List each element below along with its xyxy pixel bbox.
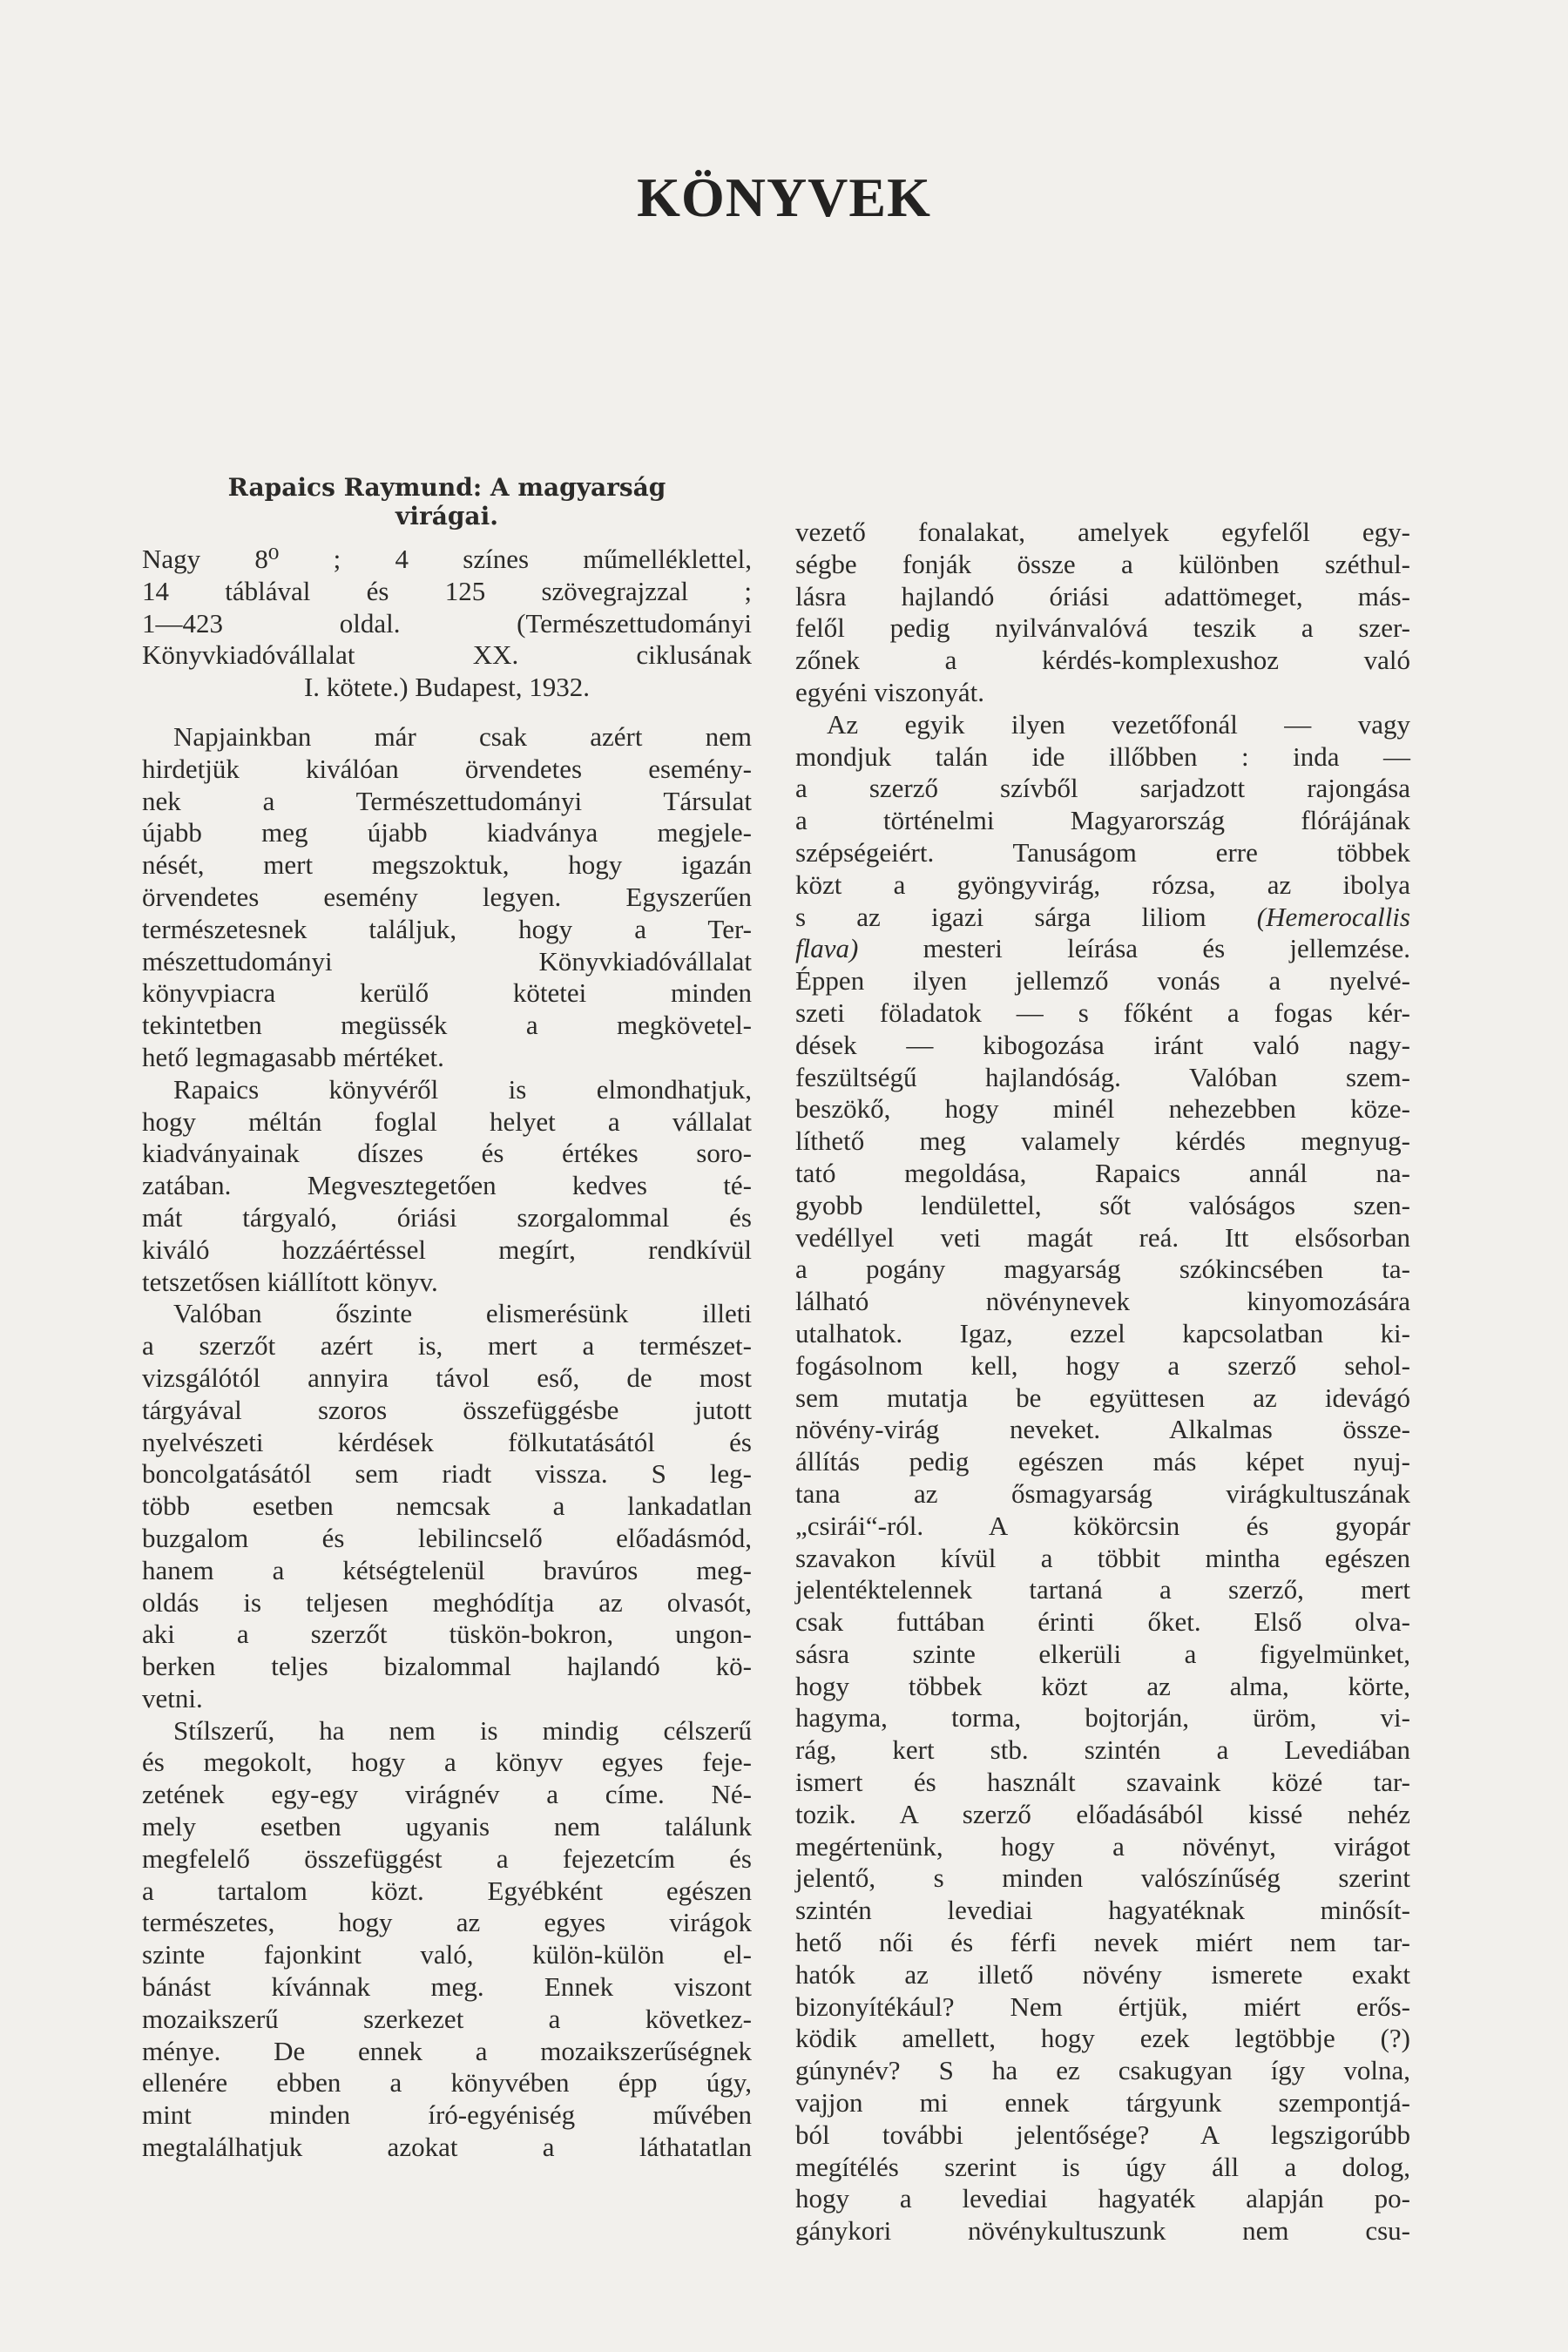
text-line: szinte fajonkint való, külön-külön el- <box>142 1939 752 1970</box>
text-line: több esetben nemcsak a lankadatlan <box>142 1490 752 1522</box>
text-line: beszökő, hogy minél nehezebben köze- <box>795 1093 1410 1125</box>
bibliographic-line: I. kötete.) Budapest, 1932. <box>303 672 590 703</box>
text-line: fogásolnom kell, hogy a szerző sehol- <box>795 1349 1410 1381</box>
text-line: vedéllyel veti magát reá. Itt elsősorban <box>795 1221 1410 1253</box>
text-line: megítélés szerint is úgy áll a dolog, <box>795 2151 1410 2182</box>
text-line: rág, kert stb. szintén a Levediában <box>795 1734 1410 1766</box>
bibliographic-line: 1—423 oldal. (Természettudományi <box>142 607 752 639</box>
text-segment: s az igazi sárga liliom <box>795 901 1257 932</box>
text-line: könyvpiacra kerülő kötetei minden <box>142 977 752 1009</box>
text-line: jelentéktelennek tartaná a szerző, mert <box>795 1574 1410 1605</box>
text-line: hogy a levediai hagyaték alapján po- <box>795 2183 1410 2214</box>
text-line: Éppen ilyen jellemző vonás a nyelvé- <box>795 965 1410 997</box>
text-line: a tartalom közt. Egyébként egészen <box>142 1875 752 1906</box>
text-line: szavakon kívül a többit mintha egészen <box>795 1542 1410 1573</box>
text-line: berken teljes bizalommal hajlandó kö- <box>142 1651 752 1682</box>
text-line: a szerző szívből sarjadzott rajongása <box>795 773 1410 804</box>
text-line: líthető meg valamely kérdés megnyug- <box>795 1125 1410 1157</box>
text-line: nek a Természettudományi Társulat <box>142 785 752 816</box>
text-line: közt a gyöngyvirág, rózsa, az ibolya <box>795 868 1410 900</box>
text-line: Az egyik ilyen vezetőfonál — vagy <box>827 708 1410 740</box>
text-line: megértenünk, hogy a növényt, virágot <box>795 1830 1410 1862</box>
text-line: gánykori növénykultuszunk nem csu- <box>795 2215 1410 2247</box>
text-line: mészettudományi Könyvkiadóvállalat <box>142 945 752 977</box>
text-line: nyelvészeti kérdések fölkutatásától és <box>142 1426 752 1457</box>
text-line: szépségeiért. Tanuságom erre többek <box>795 836 1410 868</box>
text-line: aki a szerzőt tüskön-bokron, ungon- <box>142 1619 752 1650</box>
text-line: sem mutatja be együttesen az idevágó <box>795 1382 1410 1413</box>
text-line: vajjon mi ennek tárgyunk szempontjá- <box>795 2087 1410 2119</box>
text-line: felől pedig nyilvánvalóvá teszik a szer- <box>795 612 1410 644</box>
text-line: a szerzőt azért is, mert a természet- <box>142 1330 752 1362</box>
text-line: megtalálhatjuk azokat a láthatatlan <box>142 2132 752 2163</box>
text-line: gyobb lendülettel, sőt valóságos szen- <box>795 1189 1410 1220</box>
text-line <box>795 933 1410 965</box>
text-line: hatók az illető növény ismerete exakt <box>795 1958 1410 1990</box>
text-line: mint minden író-egyéniség művében <box>142 2099 752 2131</box>
text-line: ellenére ebben a könyvében épp úgy, <box>142 2067 752 2099</box>
text-line: zőnek a kérdés-komplexushoz való <box>795 645 1410 676</box>
text-line: bánást kívánnak meg. Ennek viszont <box>142 1971 752 2003</box>
text-line: hető legmagasabb mértéket. <box>142 1041 444 1072</box>
text-line: Rapaics könyvéről is elmondhatjuk, <box>173 1073 752 1105</box>
text-line: ismert és használt szavaink közé tar- <box>795 1767 1410 1798</box>
text-line: ségbe fonják össze a különben széthul- <box>795 548 1410 579</box>
text-line: „csirái“-ról. A kökörcsin és gyopár <box>795 1510 1410 1541</box>
text-line: tetszetősen kiállított könyv. <box>142 1266 438 1297</box>
text-line: mondjuk talán ide illőbben : inda — <box>795 740 1410 772</box>
review-heading: virágai. <box>395 502 498 531</box>
left-column <box>142 473 752 2164</box>
text-segment: mesteri leírása és jellemzése. <box>858 933 1410 964</box>
text-line: mozaikszerű szerkezet a következ- <box>142 2003 752 2034</box>
section-title: KÖNYVEK <box>637 166 931 228</box>
text-line: kiadványainak díszes és értékes soro- <box>142 1138 752 1169</box>
text-line: lálható növénynevek kinyomozására <box>795 1286 1410 1317</box>
text-line: a pogány magyarság szókincsében ta- <box>795 1254 1410 1285</box>
italic-latin-name: (Hemerocallis <box>1256 901 1410 932</box>
text-line: szeti föladatok — s főként a fogas kér- <box>795 997 1410 1028</box>
text-line: hogy méltán foglal helyet a vállalat <box>142 1105 752 1137</box>
text-line: vetni. <box>142 1682 203 1713</box>
text-line: növény-virág neveket. Alkalmas össze- <box>795 1414 1410 1445</box>
bibliographic-line: Könyvkiadóvállalat XX. ciklusának <box>142 639 752 671</box>
bibliographic-line: Nagy 8⁰ ; 4 színes műmelléklettel, <box>142 544 752 574</box>
text-line: lásra hajlandó óriási adattömeget, más- <box>795 580 1410 612</box>
text-line: megfelelő összefüggést a fejezetcím és <box>142 1842 752 1874</box>
review-heading: Rapaics Raymund: A magyarság <box>227 473 666 502</box>
text-line: zetének egy-egy virágnév a címe. Né- <box>142 1779 752 1810</box>
text-line: oldás is teljesen meghódítja az olvasót, <box>142 1586 752 1618</box>
italic-latin-name: flava) <box>795 933 859 964</box>
text-line: tató megoldása, Rapaics annál na- <box>795 1157 1410 1188</box>
text-line: gúnynév? S ha ez csakugyan így volna, <box>795 2055 1410 2086</box>
text-line: Valóban őszinte elismerésünk illeti <box>173 1298 752 1329</box>
text-line: és megokolt, hogy a könyv egyes feje- <box>142 1747 752 1778</box>
text-line: tana az ősmagyarság virágkultuszának <box>795 1477 1410 1509</box>
text-line: zatában. Megvesztegetően kedves té- <box>142 1170 752 1201</box>
text-line: nését, mert megszoktuk, hogy igazán <box>142 849 752 881</box>
text-line <box>795 902 1410 934</box>
text-line: csak futtában érinti őket. Első olva- <box>795 1606 1410 1638</box>
text-line: boncolgatásától sem riadt vissza. S leg- <box>142 1458 752 1490</box>
text-line: a történelmi Magyarország flórájának <box>795 805 1410 836</box>
text-line: feszültségű hajlandóság. Valóban szem- <box>795 1061 1410 1092</box>
text-line: szintén levediai hagyatéknak minősít- <box>795 1895 1410 1926</box>
text-line: ból további jelentősége? A legszigorúbb <box>795 2119 1410 2150</box>
text-line: tozik. A szerző előadásából kissé nehéz <box>795 1798 1410 1829</box>
text-line: mát tárgyaló, óriási szorgalommal és <box>142 1201 752 1233</box>
text-line: hagyma, torma, bojtorján, üröm, vi- <box>795 1702 1410 1734</box>
text-line: természetes, hogy az egyes virágok <box>142 1907 752 1938</box>
text-line: bizonyítékául? Nem értjük, miért erős- <box>795 1990 1410 2022</box>
text-line: természetesnek találjuk, hogy a Ter- <box>142 913 752 944</box>
right-column <box>795 517 1410 2247</box>
text-line: hogy többek közt az alma, körte, <box>795 1670 1410 1701</box>
text-line: ködik amellett, hogy ezek legtöbbje (?) <box>795 2023 1410 2054</box>
text-line: mely esetben ugyanis nem találunk <box>142 1811 752 1842</box>
text-line: tekintetben megüssék a megkövetel- <box>142 1010 752 1041</box>
text-line: utalhatok. Igaz, ezzel kapcsolatban ki- <box>795 1317 1410 1348</box>
text-line: Napjainkban már csak azért nem <box>173 720 752 752</box>
text-line: állítás pedig egészen más képet nyuj- <box>795 1446 1410 1477</box>
text-line: dések — kibogozása iránt való nagy- <box>795 1029 1410 1060</box>
text-line: hanem a kétségtelenül bravúros meg- <box>142 1554 752 1585</box>
text-line: tárgyával szoros összefüggésbe jutott <box>142 1394 752 1425</box>
text-line: jelentő, s minden valószínűség szerint <box>795 1862 1410 1894</box>
text-line: hirdetjük kiválóan örvendetes esemény- <box>142 753 752 784</box>
text-line: vezető fonalakat, amelyek egyfelől egy- <box>795 517 1410 547</box>
text-line: vizsgálótól annyira távol eső, de most <box>142 1362 752 1393</box>
text-line: örvendetes esemény legyen. Egyszerűen <box>142 881 752 912</box>
text-line: hető női és férfi nevek miért nem tar- <box>795 1927 1410 1958</box>
text-line: egyéni viszonyát. <box>795 676 984 707</box>
text-line: kiváló hozzáértéssel megírt, rendkívül <box>142 1233 752 1265</box>
text-line: buzgalom és lebilincselő előadásmód, <box>142 1522 752 1553</box>
text-line: Stílszerű, ha nem is mindig célszerű <box>173 1714 752 1746</box>
text-line: sásra szinte elkerüli a figyelmünket, <box>795 1638 1410 1669</box>
text-line: újabb meg újabb kiadványa megjele- <box>142 817 752 848</box>
bibliographic-line: 14 táblával és 125 szövegrajzzal ; <box>142 575 752 606</box>
text-line: ménye. De ennek a mozaikszerűségnek <box>142 2035 752 2066</box>
